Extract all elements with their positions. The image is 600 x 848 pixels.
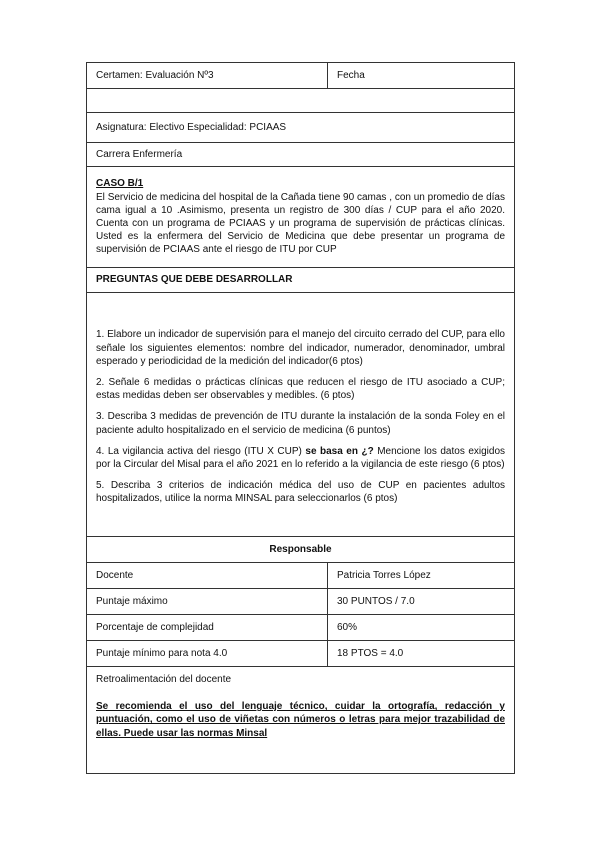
subject-label: Asignatura: Electivo Especialidad: PCIAAS: [87, 113, 515, 143]
question-4-bold: se basa en ¿?: [305, 445, 374, 457]
questions-cell: [87, 293, 515, 537]
blank-row: [87, 89, 515, 113]
question-4-part2: Mencione los datos exigidos por la Circular del Misal para el año 2021 en lo referido a la vigilancia de este riesgo (6 ptos): [96, 445, 506, 470]
feedback-text: Se recomienda el uso del lenguaje técnico, cuidar la ortografía, redacción y puntuación, como el uso de viñetas con números o letras para mejor trazabilidad de ellas. Puede usar las normas Minsal: [96, 701, 505, 739]
header-row: [87, 63, 515, 89]
date-label: Fecha: [328, 63, 515, 89]
responsible-heading-row: [87, 537, 515, 563]
question-3: 3. Describa 3 medidas de prevención de ITU durante la instalación de la sonda Foley en el paciente adulto hospitalizado en el servicio de medicina (6 puntos): [96, 411, 505, 436]
question-5: 5. Describa 3 criterios de indicación médica del uso de CUP en pacientes adultos hospitalizados, utilice la norma MINSAL para seleccionarlos (6 ptos): [96, 480, 505, 505]
career-label: Carrera Enfermería: [87, 143, 515, 167]
responsible-row: [87, 563, 515, 589]
case-text: El Servicio de medicina del hospital de la Cañada tiene 90 camas , con un promedio de días cama igual a 10 .Asimismo, presenta un registro de 300 días / CUP para el año 2020. Cuenta con un programa de PCIAAS y un programa de supervisión de prácticas clínicas. Usted es la enfermera del Servicio de Medicina que debe presentar un programa de supervisión de PCIAAS ante el riesgo de ITU por CUP: [96, 191, 505, 256]
question-2: 2. Señale 6 medidas o prácticas clínicas que reducen el riesgo de ITU asociado a CUP; estas medidas deben ser observables y medibles. (6 ptos): [96, 377, 505, 402]
subject-row: [87, 113, 515, 143]
question-4: [96, 445, 505, 471]
responsible-row: [87, 589, 515, 615]
responsible-label: Puntaje mínimo para nota 4.0: [87, 641, 328, 667]
question-4-part1: 4. La vigilancia activa del riesgo (ITU X CUP): [96, 445, 302, 457]
blank-cell: [87, 89, 515, 113]
questions-row: [87, 293, 515, 537]
career-row: [87, 143, 515, 167]
responsible-value: 30 PUNTOS / 7.0: [328, 589, 515, 615]
case-row: [87, 167, 515, 268]
questions-heading: PREGUNTAS QUE DEBE DESARROLLAR: [87, 268, 515, 293]
responsible-label: Puntaje máximo: [87, 589, 328, 615]
responsible-value: 60%: [328, 615, 515, 641]
feedback-cell: [87, 667, 515, 774]
case-cell: [87, 167, 515, 268]
feedback-row: [87, 667, 515, 774]
responsible-heading: Responsable: [87, 537, 515, 563]
responsible-value: 18 PTOS = 4.0: [328, 641, 515, 667]
responsible-row: [87, 615, 515, 641]
feedback-label: Retroalimentación del docente: [96, 674, 232, 685]
case-title: CASO B/1: [96, 178, 144, 190]
responsible-label: Docente: [87, 563, 328, 589]
question-1: 1. Elabore un indicador de supervisión para el manejo del circuito cerrado del CUP, para ello señale los siguientes elementos: nombre del indicador, numerador, denominador, umbral esperado y periodicidad de la medición del indicador(6 ptos): [96, 329, 505, 367]
exam-label: Certamen: Evaluación Nº3: [87, 63, 328, 89]
responsible-value: Patricia Torres López: [328, 563, 515, 589]
responsible-row: [87, 641, 515, 667]
exam-form-table: [86, 62, 515, 774]
questions-heading-row: [87, 268, 515, 293]
responsible-label: Porcentaje de complejidad: [87, 615, 328, 641]
